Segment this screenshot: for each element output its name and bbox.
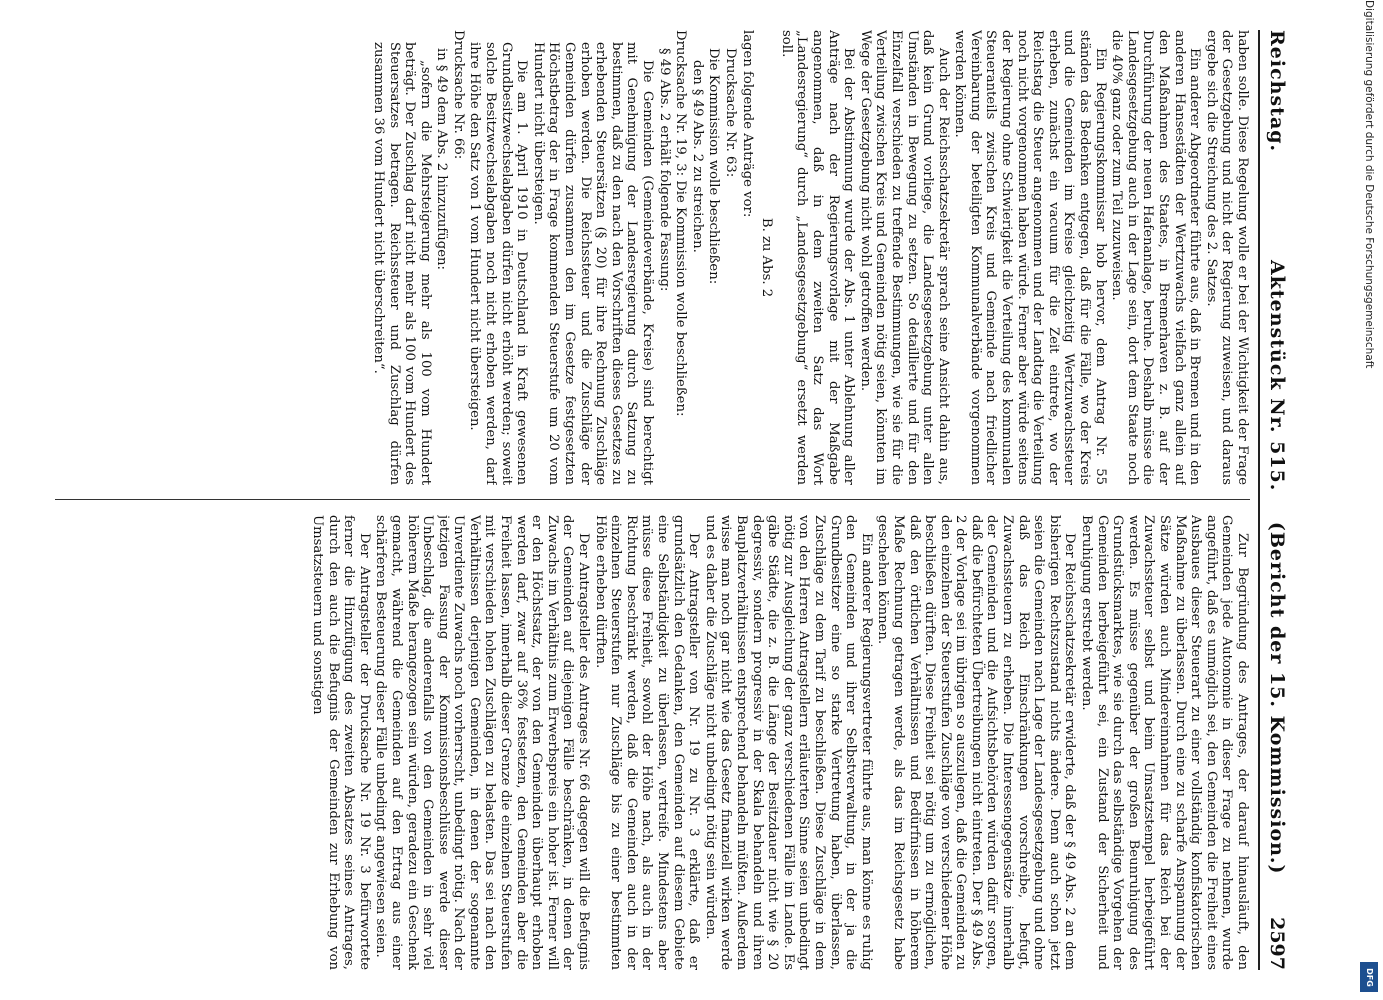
paragraph: Der Reichsschatzsekretär erwiderte, daß der § 49 Abs. 2 an dem bisherigen Rechtszustand nichts ändere. Denn auch schon jetzt seien die Gemeinden nach Lage der Landesgesetzgebung und ohne daß das Reich Einschränkungen vorschreibe, befugt, Zuwachssteuern zu erheben. Die Interessengegensätze innerhalb der Gemeinden und die Aufsichtsbehörden würden dafür sorgen, daß die befürchteten Übertreibungen nicht eintreten. Der § 49 Abs. 2 der Vorlage sei im übrigen so auszulegen, daß die Gemeinden zu den einzelnen der Steuerstufen Zuschläge von verschiedener Höhe beschließen dürften. Diese Freiheit sei nötig um zu ermöglichen, daß den örtlichen Verhältnissen und Bedürfnissen in höherem Maße Rechnung getragen werde, als das im Reichsgesetz habe geschehen können.: [875, 515, 1078, 970]
paragraph: Der Antragsteller des Antrages Nr. 66 dagegen will die Befugnis der Gemeinden auf diejenigen Fälle beschränken, in denen der Zuwachs im Verhältnis zum Erwerbspreis ein hoher ist. Ferner will er den Höchstsatz, der von den Gemeinden überhaupt erhoben werden darf, zwar auf 36% festsetzen, den Gemeinden aber die Freiheit lassen, innerhalb dieser Grenze die einzelnen Steuerstufen mit verschieden hohen Zuschlägen zu belasten. Das sei nach den Verhältnissen derjenigen Gemeinden, in denen der sogenannte Unverdiente Zuwachs noch vorherrscht, unbedingt nötig. Nach der jetzigen Fassung der Kommissionsbeschlüsse werde dieser Unbeschlag, die anderenfalls von den Gemeinden in sehr viel höherem Maße herangezogen sein würden, geradezu ein Geschenk gemacht, während die Gemeinden auf den Ertrag aus einer schärferen Besteuerung dieser Fälle unbedingt angewiesen seien.: [373, 515, 592, 970]
paragraph: Drucksache Nr. 63:: [723, 48, 738, 178]
paragraph: Auch der Reichsschatzsekretär sprach seine Ansicht dahin aus, daß kein Grund vorliege, die Landesgesetzgebung unter allen Umständen in Bewegung zu setzen. So detaillierte und für den Einzelfall verschieden zu treffende Bestimmungen, wie sie für die Verteilung zwischen Kreis und Gemeinden nötig seien, könnten im Wege der Gesetzgebung nicht wohl getroffen werden.: [857, 30, 951, 485]
digitization-note: Digitalisierung gefördert durch die Deutsche Forschungsgemeinschaft: [1363, 0, 1375, 369]
header-commission-report: (Bericht der 15. Kommission.): [1266, 521, 1288, 875]
paragraph: Der Antragsteller von Nr. 19 zu Nr. 3 erklärte, daß er grundsätzlich den Gedanken, den Gemeinden auf diesem Gebiete eine Selbständigkeit zu überlassen, vertreife. Mindestens aber müsse diese Freiheit, sowohl der Höhe nach, als auch in der Richtung beschränkt werden, daß die Gemeinden auch in der einzelnen Steuerstufen nur Zuschläge bis zu einer bestimmten Höhe erheben dürften.: [592, 515, 702, 970]
page-header: [1260, 30, 1294, 970]
paragraph: Zur Begründung des Antrages, der darauf hinausläuft, den Gemeinden jede Autonomie in dieser Frage zu nehmen, wurde angeführt, daß es unmöglich sei, den Gemeinden die Freiheit eines Ausbaues dieser Steuerart zu einer vollständig konfiskatorischen Maßnahme zu überlassen. Durch eine zu scharfe Anspannung der Sätze würden auch Mindereinnahmen für das Reich bei der Zuwachssteuer selbst und beim Umsatzstempel herbeigeführt werden. Es müsse gegenüber der großen Beunruhigung des Grundstücksmarktes, wie sie durch das selbständige Vorgehen der Gemeinden herbeigeführt sei, ein Zustand der Sicherheit und Beruhigung erstrebt werden.: [1079, 515, 1250, 970]
paragraph: in § 49 dem Abs. 2 hinzuzufügen:: [434, 48, 450, 270]
dfg-logo: [1360, 962, 1378, 992]
header-left-title: Reichstag.: [1266, 30, 1288, 153]
header-center-title: [1266, 260, 1288, 875]
paragraph: Die am 1. April 1910 in Deutschland in Kraft gewesenen Grundbesitzwechselabgaben dürfen nicht erhöht werden; soweit solche Besitzwechselabgaben noch nicht erhoben werden, darf ihre Höhe den Satz von 1 vom Hundert nicht übersteigen.: [467, 42, 530, 485]
paragraph: Die Gemeinden (Gemeindeverbände, Kreise) sind berechtigt mit Genehmigung der Landesregierung durch Satzung zu bestimmen, daß zu den nach den Vorschriften dieses Gesetzes zu erhebenden Steuersätzen (§ 20) für ihre Rechnung Zuschläge erhoben werden. Die Reichssteuer und die Zuschläge der Gemeinden dürfen zusammen den im Gesetze festgesetzten Höchstbetrag der in Frage kommenden Steuerstufe um 20 vom Hundert nicht übersteigen.: [530, 42, 656, 485]
paragraph: Drucksache Nr. 66:: [450, 30, 466, 160]
paragraph: Der Antragsteller der Drucksache Nr. 19 Nr. 3 befürwortete ferner die Hinzufügung des zweiten Absatzes seines Antrages, durch den auch die Befugnis der Gemeinden zur Erhebung von Umsatzsteuern und sonstigen: [309, 515, 372, 970]
paragraph: haben solle. Diese Regelung wolle er bei der Wichtigkeit der Frage der Gesetzgebung und nicht der Regierung zuweisen, und daraus ergebe sich die Streichung des 2. Satzes.: [1203, 30, 1250, 485]
paragraph: Die Kommission wolle beschließen:: [706, 48, 722, 285]
paragraph: Ein anderer Abgeordneter führte aus, daß in Bremen und in den anderen Hansestädten der Wertzuwachs vielfach ganz allein auf den Maßnahmen des Staates, in Bremerhaven z. B. auf der Durchführung der neuen Hafenanlage, beruhe. Deshalb müsse die Landesgesetzgebung auch in der Lage sein, dort dem Staate noch die 40% ganz oder zum Teil zuzuweisen.: [1109, 30, 1203, 485]
section-heading: B. zu Abs. 2: [759, 217, 775, 298]
dfg-logo-text: DFG: [1364, 967, 1374, 987]
column-divider: [55, 499, 1250, 500]
digitization-sidebar: [1358, 0, 1380, 1000]
paragraph: den § 49 Abs. 2 zu streichen.: [689, 60, 705, 253]
paragraph: Drucksache Nr. 19, 3: Die Kommission wolle beschließen:: [673, 30, 689, 417]
header-document-number: Aktenstück Nr. 515.: [1266, 260, 1288, 492]
paragraph: Bei der Abstimmung wurde der Abs. 1 unter Ablehnung aller Anträge nach der Regierungsvorlage mit der Maßgabe angenommen, daß in dem zweiten Satz das Wort „Landesregierung“ durch „Landesgesetzgebung“ ersetzt werden soll.: [778, 30, 857, 485]
paragraph: Ein Regierungskommissar hob hervor, dem Antrag Nr. 55 ständen das Bedenken entgegen, daß für die Fälle, wo der Kreis und die Gemeinden im Kreise gleichzeitig Wertzuwachssteuer erheben, zunächst ein vacuum für die Zeit eintrete, wo der Reichstag die Steuer angenommen und der Landtag die Verteilung noch nicht vorgenommen haben würde. Ferner aber würde seitens der Regierung ohne Schwierigkeit die Verteilung des kommunalen Steueranteils zwischen Kreis und Gemeinde nach friedlicher Vereinbarung der beteiligten Kommunalverbände vorgenommen werden können.: [952, 30, 1108, 485]
right-column: [40, 515, 1250, 970]
paragraph: Ein anderer Regierungsvertreter führte aus, man könne es ruhig den Gemeinden und ihrer Selbstverwaltung, in der ja die Grundbesitzer eine so starke Vertretung haben, überlassen, Zuschläge zu dem Tarif zu beschließen. Diese Zuschläge in dem von den Herren Antragstellern erläuterten Sinne seien unbedingt nötig zur Ausgleichung der ganz verschiedenen Fälle im Lande. Es gäbe Städte, die z. B. die Länge der Besitzdauer nicht wie § 20 degressiv, sondern progressiv in der Skala behandeln und ihren Bauplatzverhältnissen entsprechend behandeln müßten. Außerdem wisse man noch gar nicht wie das Gesetz finanziell wirken werde und es daher die Zuschläge nicht unbedingt nötig sein würden.: [702, 515, 874, 970]
paragraph: „sofern die Mehrsteigerung mehr als 100 vom Hundert beträgt. Der Zuschlag darf nicht mehr als 100 vom Hundert des Steuersatzes betragen. Reichssteuer und Zuschlag dürfen zusammen 36 vom Hundert nicht überschreiten“.: [370, 42, 433, 485]
paragraph: § 49 Abs. 2 erhält folgende Fassung:: [656, 48, 672, 292]
paragraph: lagen folgende Anträge vor:: [739, 30, 755, 218]
header-rule: [1258, 30, 1260, 970]
left-column: [40, 30, 1250, 485]
page-number: 2597: [1266, 917, 1288, 970]
